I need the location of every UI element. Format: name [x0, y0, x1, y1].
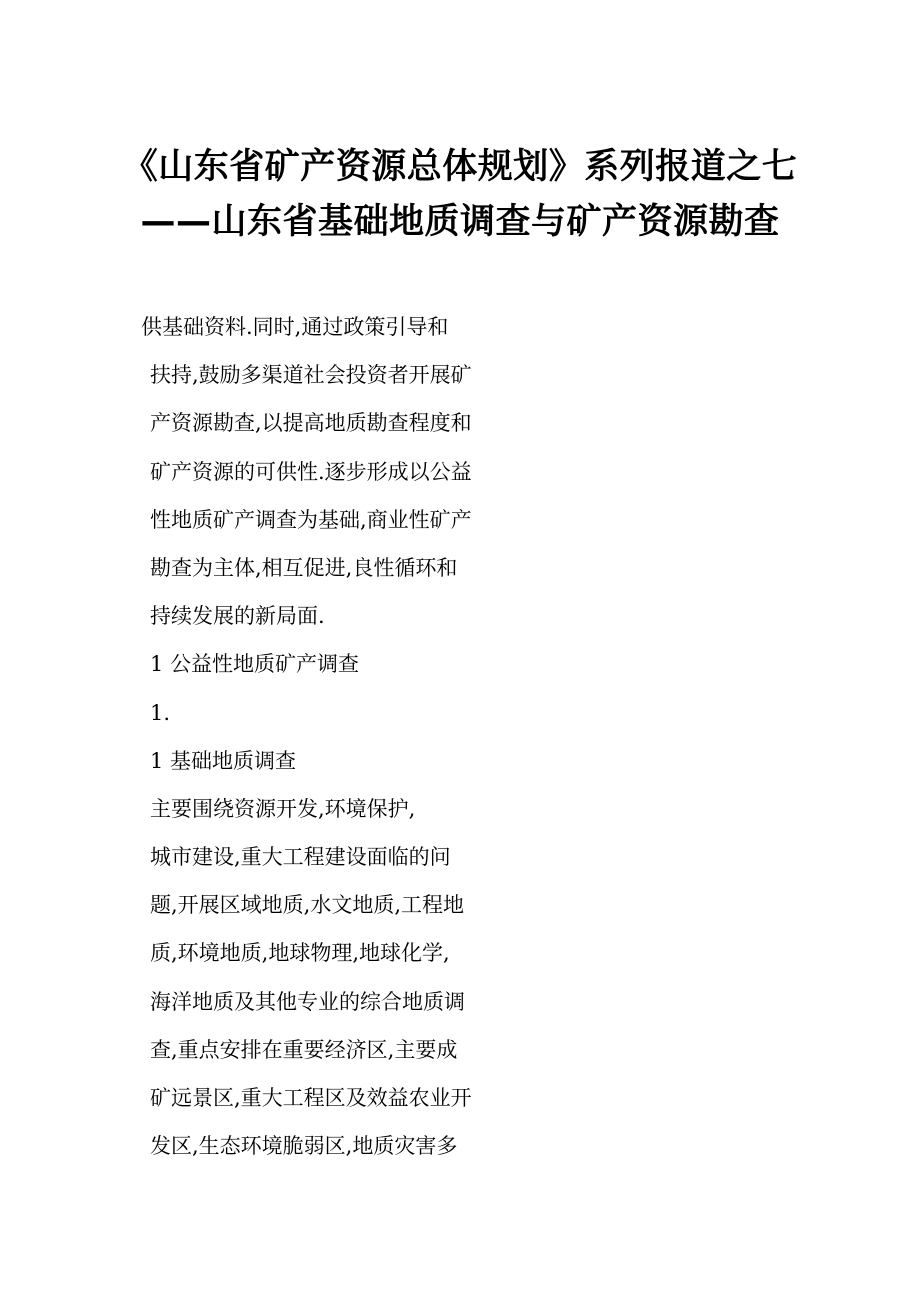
body-line: 查,重点安排在重要经济区,主要成 — [150, 1037, 458, 1062]
body-text — [141, 313, 630, 1180]
section-heading: 1 公益性地质矿产调查 — [150, 652, 360, 677]
body-line: 海洋地质及其他专业的综合地质调 — [150, 989, 465, 1014]
body-line: 矿远景区,重大工程区及效益农业开 — [150, 1086, 472, 1110]
section-number: 1. — [150, 700, 171, 725]
body-line: 质,环境地质,地球物理,地球化学, — [150, 941, 450, 966]
subsection-heading: 1 基础地质调查 — [150, 748, 297, 773]
body-line: 勘查为主体,相互促进,良性循环和 — [150, 555, 458, 580]
body-line: 性地质矿产调查为基础,商业性矿产 — [150, 507, 472, 532]
body-line: 题,开展区域地质,水文地质,工程地 — [150, 893, 465, 918]
body-line: 扶持,鼓励多渠道社会投资者开展矿 — [150, 363, 472, 388]
body-line: 持续发展的新局面. — [150, 604, 325, 629]
body-line: 产资源勘查,以提高地质勘查程度和 — [150, 411, 472, 436]
body-line: 供基础资料.同时,通过政策引导和 — [141, 315, 449, 339]
body-line: 城市建设,重大工程建设面临的问 — [150, 845, 451, 870]
body-line: 发区,生态环境脆弱区,地质灾害多 — [150, 1134, 458, 1159]
body-line: 矿产资源的可供性.逐步形成以公益 — [150, 459, 472, 484]
title-line-1: 《山东省矿产资源总体规划》系列报道之七 — [122, 147, 798, 187]
body-line: 主要围绕资源开发,环境保护, — [150, 796, 416, 821]
title-line-2: ——山东省基础地质调查与矿产资源勘查 — [140, 202, 780, 242]
